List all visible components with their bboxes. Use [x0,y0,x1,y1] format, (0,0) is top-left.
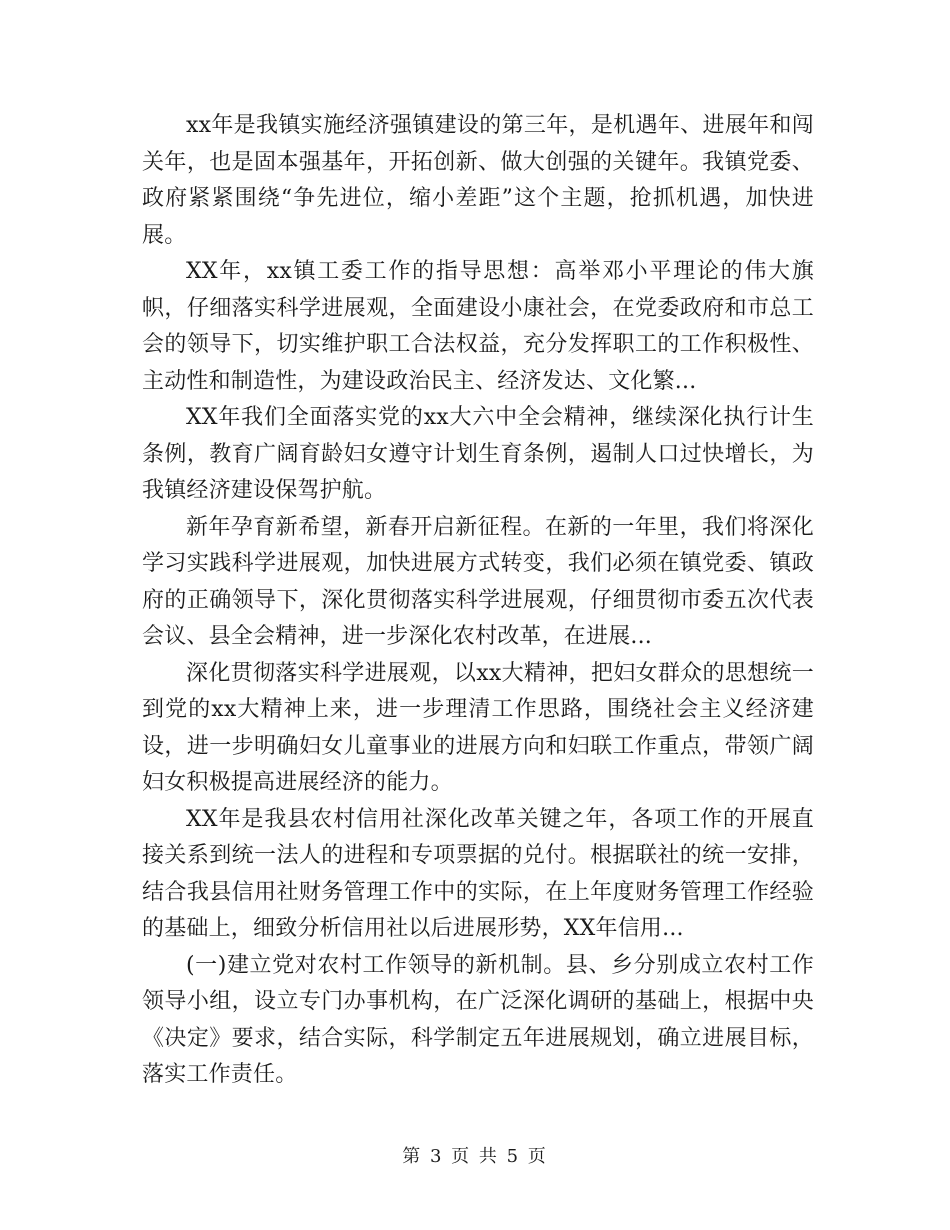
paragraph: 新年孕育新希望，新春开启新征程。在新的一年里，我们将深化学习实践科学进展观，加快进展方式转变，我们必须在镇党委、镇政府的正确领导下，深化贯彻落实科学进展观，仔细贯彻市委五次代表会议、县全会精神，进一步深化农村改革，在进展... [142,514,814,649]
paragraph: 深化贯彻落实科学进展观，以xx大精神，把妇女群众的思想统一到党的xx大精神上来，进一步理清工作思路，围绕社会主义经济建设，进一步明确妇女儿童事业的进展方向和妇联工作重点，带领广阔妇女积极提高进展经济的能力。 [142,660,814,795]
paragraph: xx年是我镇实施经济强镇建设的第三年，是机遇年、进展年和闯关年，也是固本强基年，开拓创新、做大创强的关键年。我镇党委、政府紧紧围绕“争先进位，缩小差距”这个主题，抢抓机遇，加快进展。 [142,113,814,248]
document-body [142,108,814,1094]
paragraph: XX年，xx镇工委工作的指导思想：高举邓小平理论的伟大旗帜，仔细落实科学进展观，全面建设小康社会，在党委政府和市总工会的领导下，切实维护职工合法权益，充分发挥职工的工作积极性、主动性和制造性，为建设政治民主、经济发达、文化繁... [142,259,814,394]
page-number-footer: 第 3 页 共 5 页 [402,1146,548,1167]
paragraph: XX年我们全面落实党的xx大六中全会精神，继续深化执行计生条例，教育广阔育龄妇女遵守计划生育条例，遏制人口过快增长，为我镇经济建设保驾护航。 [142,405,814,503]
paragraph: (一)建立党对农村工作领导的新机制。县、乡分别成立农村工作领导小组，设立专门办事机构，在广泛深化调研的基础上，根据中央《决定》要求，结合实际，科学制定五年进展规划，确立进展目标，落实工作责任。 [142,952,814,1087]
paragraph: XX年是我县农村信用社深化改革关键之年，各项工作的开展直接关系到统一法人的进程和专项票据的兑付。根据联社的统一安排，结合我县信用社财务管理工作中的实际，在上年度财务管理工作经验的基础上，细致分析信用社以后进展形势，XX年信用... [142,806,814,941]
